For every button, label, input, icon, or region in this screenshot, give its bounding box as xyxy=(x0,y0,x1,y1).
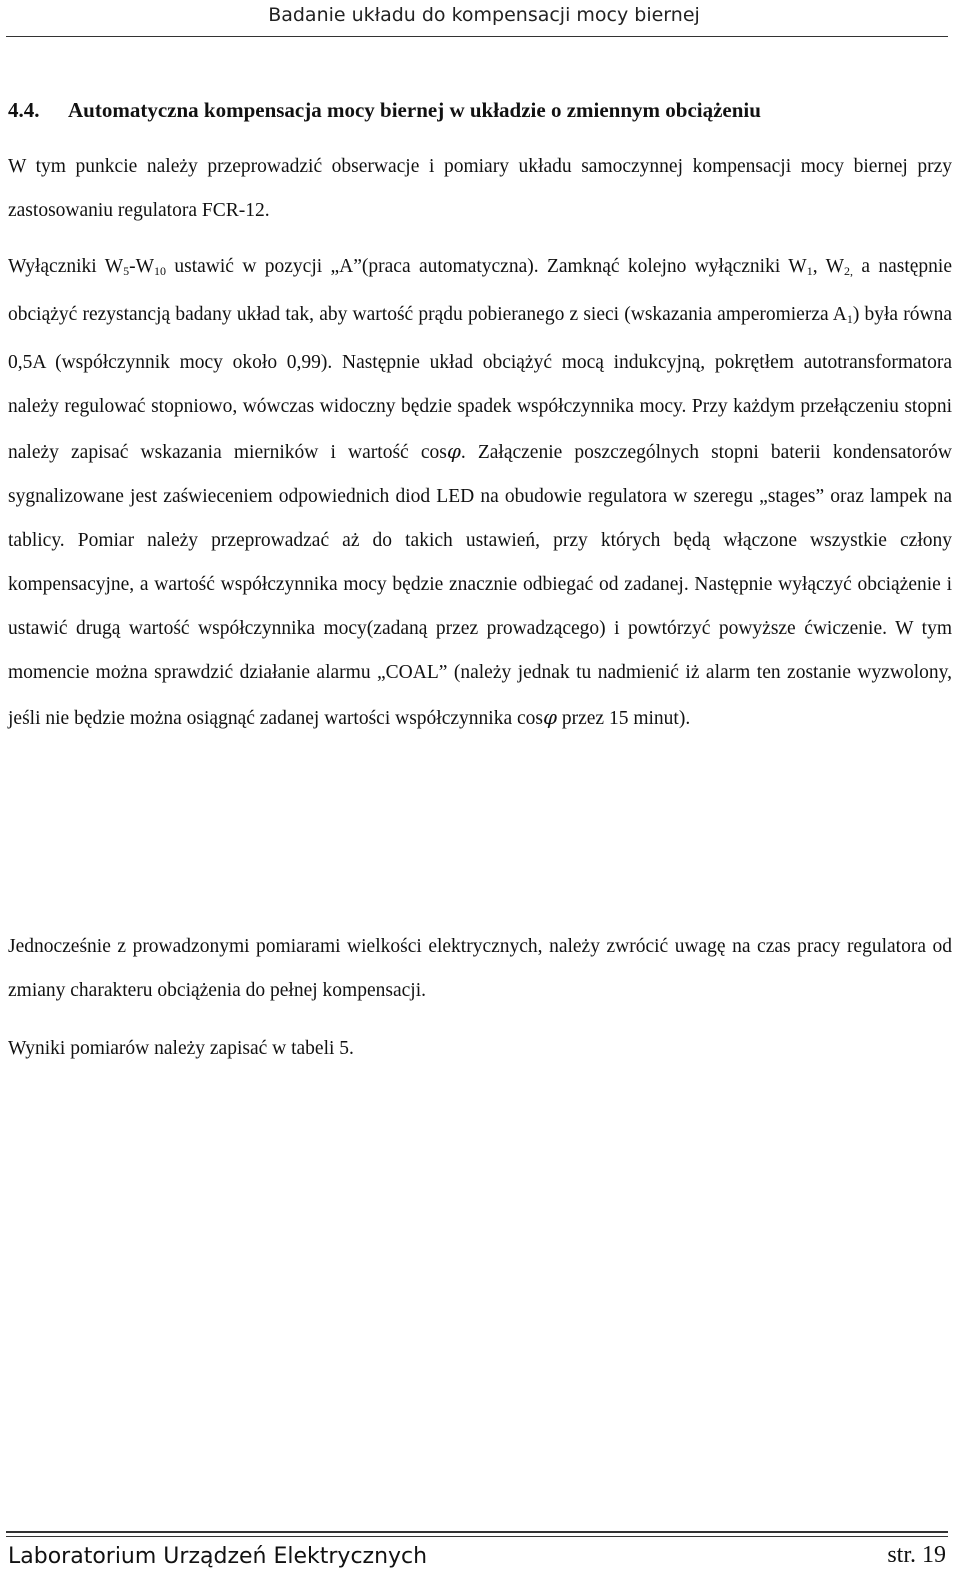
subscript: 1 xyxy=(806,264,813,278)
text-run: Wyłączniki W xyxy=(8,256,124,277)
paragraph-timing xyxy=(8,925,952,1013)
paragraph-text: Wyniki pomiarów należy zapisać w tabeli 5. xyxy=(8,1038,354,1059)
page-number: str. 19 xyxy=(887,1542,946,1568)
header-title: Badanie układu do kompensacji mocy biernej xyxy=(268,4,700,26)
paragraph-intro xyxy=(8,145,952,233)
paragraph-procedure xyxy=(8,245,952,741)
subscript: 10 xyxy=(154,264,167,278)
paragraph-text: W tym punkcie należy przeprowadzić obserwacje i pomiary układu samoczynnej kompensacji mocy biernej przy zastosowaniu regulatora FCR-12. xyxy=(8,156,952,221)
phi-symbol: φ xyxy=(542,705,557,729)
text-run: , W xyxy=(812,256,844,277)
paragraph-text: Jednocześnie z prowadzonymi pomiarami wielkości elektrycznych, należy zwrócić uwagę na czas pracy regulatora od zmiany charakteru obciążenia do pełnej kompensacji. xyxy=(8,936,952,1001)
subscript: 1 xyxy=(846,312,853,326)
page-header xyxy=(0,4,960,26)
subscript: 5 xyxy=(123,264,130,278)
paragraph-results xyxy=(8,1027,952,1071)
section-heading xyxy=(8,98,948,123)
section-number: 4.4. xyxy=(8,98,40,122)
footer-lab-name: Laboratorium Urządzeń Elektrycznych xyxy=(8,1544,428,1569)
text-run: a następnie obciążyć rezystancją badany układ tak, aby wartość prądu pobieranego z sieci (wskazania amperomierza A xyxy=(8,256,952,325)
footer-divider-thin xyxy=(6,1536,948,1537)
phi-symbol: φ xyxy=(446,439,461,463)
text-run: przez 15 minut). xyxy=(556,708,691,729)
text-run: . Załączenie poszczególnych stopni baterii kondensatorów sygnalizowane jest zaświeceniem odpowiednich diod LED na obudowie regulatora w szeregu „stages” oraz lampek na tablicy. Pomiar należy przeprowadzać aż do takich ustawień, przy których będą włączone wszystkie człony kompensacyjne, a wartość współczynnika mocy będzie znacznie odbiegać od zadanej. Następnie wyłączyć obciążenie i ustawić drugą wartość współczynnika mocy(zadaną przez prowadzącego) i powtórzyć powyższe ćwiczenie. W tym momencie można sprawdzić działanie alarmu „COAL” (należy jednak tu nadmienić iż alarm ten zostanie wyzwolony, jeśli nie będzie można osiągnąć zadanej wartości współczynnika cos xyxy=(8,442,952,729)
paragraph-text xyxy=(8,245,952,741)
text-run: ustawić w pozycji „A”(praca automatyczna). Zamknąć kolejno wyłączniki W xyxy=(166,256,807,277)
footer-divider xyxy=(6,1531,948,1533)
header-divider xyxy=(6,36,948,37)
section-title: Automatyczna kompensacja mocy biernej w układzie o zmiennym obciążeniu xyxy=(68,98,761,122)
text-run: ) była równa 0,5A (współczynnik mocy około 0,99). Następnie układ obciążyć mocą indukcyjną, pokrętłem autotransformatora należy regulować stopniowo, wówczas widoczny będzie spadek współczynnika mocy. Przy każdym przełączeniu stopni należy zapisać wskazania mierników i wartość cos xyxy=(8,304,952,463)
subscript: 2, xyxy=(843,264,853,278)
text-run: -W xyxy=(129,256,155,277)
